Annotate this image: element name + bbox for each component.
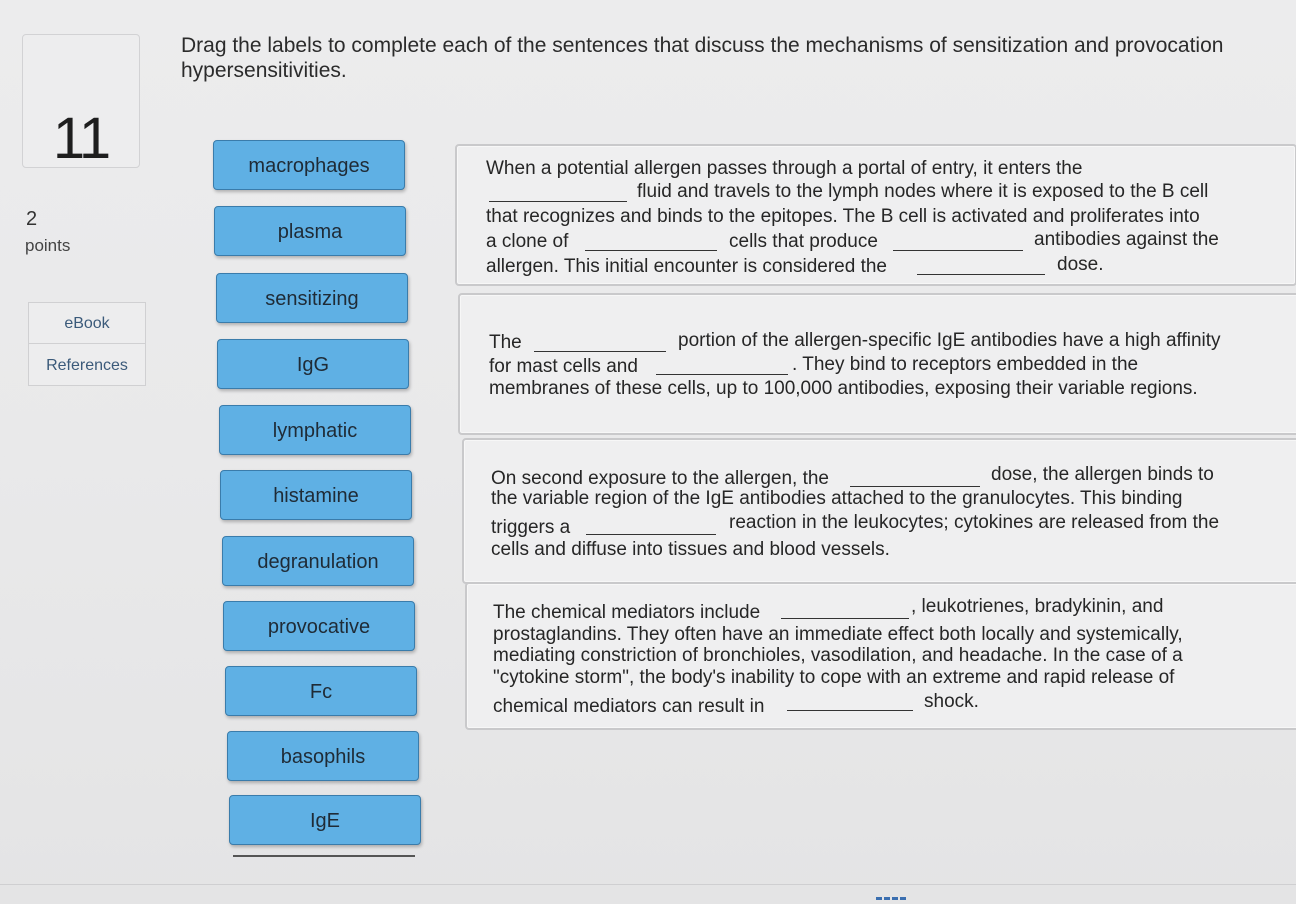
label-tray-edge	[233, 855, 415, 857]
drop-zone-4[interactable]	[917, 274, 1045, 275]
drop-zone-6[interactable]	[656, 374, 788, 375]
references-link[interactable]: References	[46, 357, 128, 374]
sentence-panel-4	[465, 582, 1296, 730]
sentence-text: chemical mediators can result in	[493, 696, 765, 717]
sentence-text: . They bind to receptors embedded in the	[792, 354, 1139, 375]
sentence-panel-3	[462, 438, 1296, 584]
sentence-text: for mast cells and	[489, 356, 638, 377]
label-degranulation[interactable]: degranulation	[222, 536, 414, 586]
label-lymphatic[interactable]: lymphatic	[219, 405, 411, 455]
sentence-text: The chemical mediators include	[493, 602, 761, 623]
instructions	[181, 33, 1296, 83]
question-number-box	[22, 34, 140, 171]
sentence-text: that recognizes and binds to the epitopes. The B cell is activated and proliferates into	[486, 206, 1200, 227]
sentence-text: cells that produce	[729, 231, 878, 252]
instructions-line-1: Drag the labels to complete each of the sentences that discuss the mechanisms of sensitization and provocation	[181, 34, 1224, 57]
sentence-text: the variable region of the IgE antibodies attached to the granulocytes. This binding	[491, 488, 1183, 509]
resource-links	[28, 302, 146, 386]
drop-zone-10[interactable]	[787, 710, 913, 711]
label-basophils[interactable]: basophils	[227, 731, 419, 781]
drop-zone-9[interactable]	[781, 618, 909, 619]
label-igg[interactable]: IgG	[217, 339, 409, 389]
sentence-text: On second exposure to the allergen, the	[491, 468, 830, 489]
label-plasma[interactable]: plasma	[214, 206, 406, 256]
label-sensitizing[interactable]: sensitizing	[216, 273, 408, 323]
drop-zone-3[interactable]	[893, 250, 1023, 251]
sentence-text: The	[489, 332, 522, 353]
sentence-text: shock.	[924, 691, 979, 712]
sentence-text: antibodies against the	[1034, 229, 1219, 250]
sentence-text: , leukotrienes, bradykinin, and	[911, 596, 1164, 617]
question-number: 11	[52, 106, 110, 171]
sentence-text: cells and diffuse into tissues and blood vessels.	[491, 539, 890, 560]
divider	[29, 343, 145, 344]
sentence-text: "cytokine storm", the body's inability to cope with an extreme and rapid release of	[493, 667, 1175, 688]
sentence-text: mediating constriction of bronchioles, vasodilation, and headache. In the case of a	[493, 645, 1183, 666]
sentence-panel-1	[455, 144, 1296, 286]
drop-zone-5[interactable]	[534, 351, 666, 352]
points-value: 2	[26, 208, 38, 230]
sentence-panel-2	[458, 293, 1296, 435]
sentence-text: allergen. This initial encounter is considered the	[486, 256, 887, 277]
drop-zone-2[interactable]	[585, 250, 717, 251]
label-macrophages[interactable]: macrophages	[213, 140, 405, 190]
scroll-indicator[interactable]	[876, 897, 906, 904]
sentence-text: portion of the allergen-specific IgE antibodies have a high affinity	[678, 330, 1221, 351]
label-histamine[interactable]: histamine	[220, 470, 412, 520]
page-footer-divider	[0, 884, 1296, 885]
sentence-text: dose.	[1057, 254, 1104, 275]
sentence-text: dose, the allergen binds to	[991, 464, 1214, 485]
sentence-text: prostaglandins. They often have an immediate effect both locally and systemically,	[493, 624, 1183, 645]
sentence-text: reaction in the leukocytes; cytokines are released from the	[729, 512, 1220, 533]
drop-zone-7[interactable]	[850, 486, 980, 487]
points-label: points	[25, 236, 71, 255]
drop-zone-1[interactable]	[489, 201, 627, 202]
sentence-text: When a potential allergen passes through a portal of entry, it enters the	[486, 158, 1083, 179]
label-ige[interactable]: IgE	[229, 795, 421, 845]
label-provocative[interactable]: provocative	[223, 601, 415, 651]
instructions-line-2: hypersensitivities.	[181, 59, 347, 82]
sentence-text: a clone of	[486, 231, 569, 252]
ebook-link[interactable]: eBook	[64, 315, 110, 332]
sentence-text: fluid and travels to the lymph nodes where it is exposed to the B cell	[637, 181, 1209, 202]
drop-zone-8[interactable]	[586, 534, 716, 535]
sentence-text: membranes of these cells, up to 100,000 antibodies, exposing their variable regions.	[489, 378, 1198, 399]
sentence-text: triggers a	[491, 517, 571, 538]
label-fc[interactable]: Fc	[225, 666, 417, 716]
